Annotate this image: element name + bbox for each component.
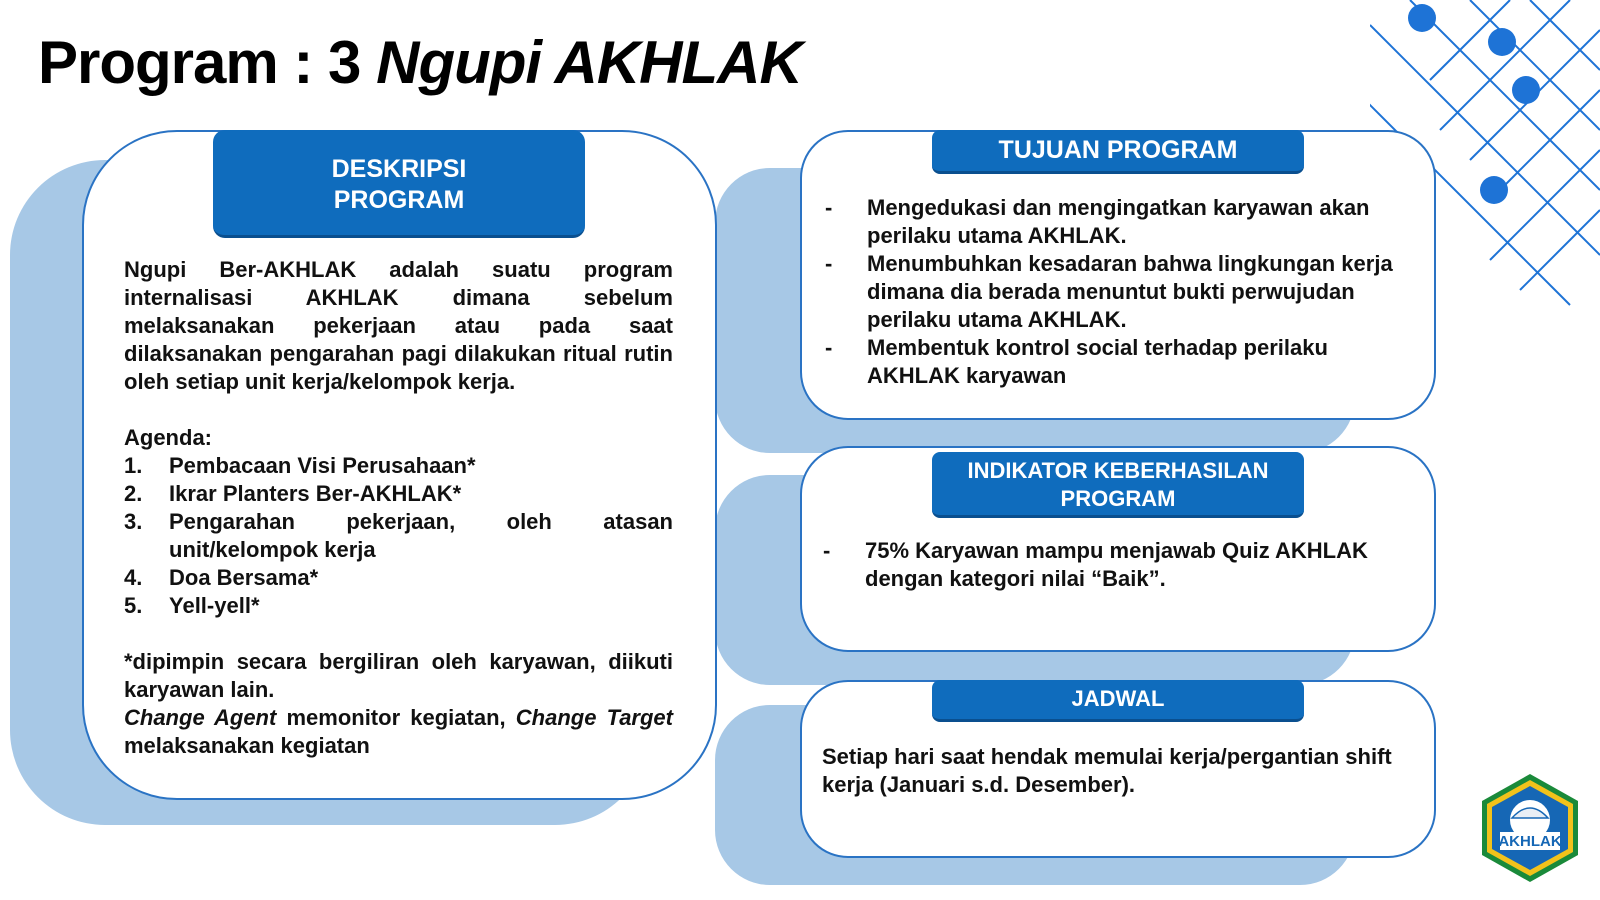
change-agent-term: Change Agent [124, 705, 277, 730]
agenda-text: Pembacaan Visi Perusahaan* [169, 453, 476, 478]
bullet-dash: - [825, 335, 833, 360]
tujuan-item [825, 250, 1405, 334]
tujuan-list [825, 194, 1405, 390]
agenda-item [124, 508, 673, 564]
indikator-item [823, 537, 1403, 593]
jadwal-header: JADWAL [932, 680, 1304, 722]
agenda-section [124, 424, 673, 620]
tujuan-item-text: Membentuk kontrol social terhadap perilaku AKHLAK karyawan [867, 335, 1328, 388]
jadwal-text: Setiap hari saat hendak memulai kerja/pergantian shift kerja (Januari s.d. Desember). [822, 744, 1392, 797]
tujuan-header: TUJUAN PROGRAM [932, 130, 1304, 174]
agenda-item [124, 592, 673, 620]
indikator-header-line1: INDIKATOR KEBERHASILAN [967, 458, 1269, 483]
agenda-text: Yell-yell* [169, 593, 260, 618]
agenda-item [124, 480, 673, 508]
deskripsi-header [213, 130, 585, 238]
tujuan-item [825, 334, 1405, 390]
agenda-number: 4. [124, 565, 143, 590]
agenda-text: Ikrar Planters Ber-AKHLAK* [169, 481, 462, 506]
title-prefix: Program : 3 [38, 29, 377, 96]
agenda-number: 3. [124, 509, 143, 534]
bullet-dash: - [825, 251, 833, 276]
indikator-item-text: 75% Karyawan mampu menjawab Quiz AKHLAK dengan kategori nilai “Baik”. [865, 538, 1368, 591]
tujuan-item-text: Menumbuhkan kesadaran bahwa lingkungan kerja dimana dia berada menuntut bukti perwujudan perilaku utama AKHLAK. [867, 251, 1393, 332]
indikator-header [932, 452, 1304, 518]
deskripsi-content [124, 256, 673, 760]
tujuan-item-text: Mengedukasi dan mengingatkan karyawan akan perilaku utama AKHLAK. [867, 195, 1370, 248]
agenda-text: Pengarahan pekerjaan, oleh atasan unit/kelompok kerja [169, 509, 673, 562]
title-italic: Ngupi AKHLAK [376, 29, 802, 96]
agenda-number: 2. [124, 481, 143, 506]
agenda-note: *dipimpin secara bergiliran oleh karyawan, diikuti karyawan lain. [124, 649, 673, 702]
monitor-text: memonitor kegiatan, [276, 705, 516, 730]
agenda-item [124, 564, 673, 592]
slide-title [38, 28, 802, 97]
tujuan-item [825, 194, 1405, 250]
agenda-text: Doa Bersama* [169, 565, 319, 590]
logo-text: AKHLAK [1498, 833, 1562, 850]
agenda-item [124, 452, 673, 480]
bullet-dash: - [825, 195, 833, 220]
agenda-title: Agenda: [124, 425, 212, 450]
indikator-list [823, 537, 1403, 593]
agenda-number: 1. [124, 453, 143, 478]
indikator-header-line2: PROGRAM [1060, 486, 1176, 511]
change-target-term: Change Target [515, 705, 673, 730]
deskripsi-paragraph: Ngupi Ber-AKHLAK adalah suatu program internalisasi AKHLAK dimana sebelum melaksanakan pekerjaan atau pada saat dilaksanakan pengarahan pagi dilakukan ritual rutin oleh setiap unit kerja/kelompok kerja. [124, 257, 673, 394]
execute-text: melaksanakan kegiatan [124, 733, 370, 758]
change-agent-note [124, 704, 673, 760]
bullet-dash: - [823, 538, 831, 563]
akhlak-logo-icon [1478, 772, 1582, 884]
agenda-number: 5. [124, 593, 143, 618]
deskripsi-header-line1: DESKRIPSI [331, 155, 467, 183]
deskripsi-header-line2: PROGRAM [333, 186, 465, 214]
